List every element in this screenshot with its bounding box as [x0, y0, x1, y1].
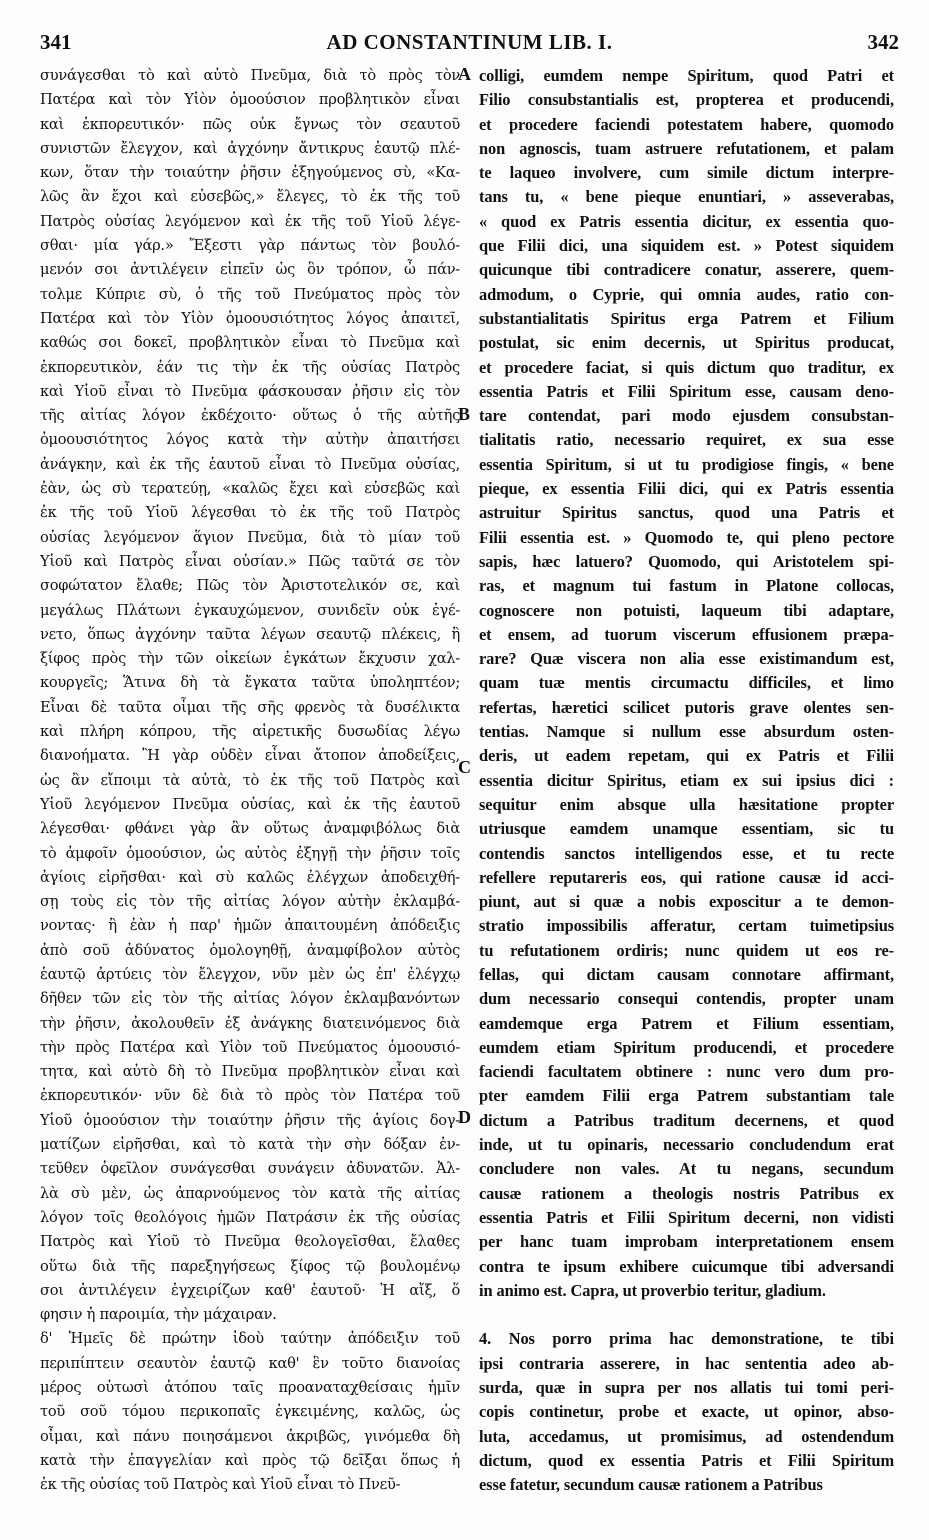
text-line: astruitur Spiritus sanctus, quod una Patris et	[479, 503, 894, 523]
paragraph-gap	[479, 1303, 894, 1327]
text-line: eamdemque erga Patrem et Filium essentiam,	[479, 1013, 894, 1033]
text-line: Πατέρα καὶ τὸν Υἱὸν ὁμοουσιότητος λόγος ἀπαιτεῖ,	[40, 309, 460, 327]
text-line: dum necessario consequi contendis, propter unam	[479, 989, 894, 1009]
text-line: ὁμοουσιότητος λόγος κατὰ τὴν αὐτὴν ἀπαιτήσει	[40, 431, 460, 449]
text-line: pieque, ex essentia Filii dici, qui ex Patris essentia	[479, 479, 894, 499]
text-line: te laqueo involvere, cum simile dictum interpre-	[479, 163, 894, 183]
running-header	[40, 30, 899, 56]
text-line: deris, ut eadem repetam, qui ex Patris et Filii	[479, 746, 894, 766]
text-line: διανοήματα. Ἢ γὰρ οὐδὲν εἶναι ἄτοπον ἀποδείξεις,	[40, 747, 460, 765]
text-line: et ensem, ad tuorum viscerum effusionem præpa-	[479, 624, 894, 644]
text-line: concludere non vales. At tu negans, secundum	[479, 1159, 894, 1179]
text-line: οὐσίας λεγόμενον ἅγιον Πνεῦμα, διὰ τὸ μίαν τοῦ	[40, 528, 460, 546]
text-line: λέγεσθαι· φθάνει γὰρ ἂν οὕτως ἀναμφιβόλως διὰ	[40, 820, 460, 838]
text-line: Πατέρα καὶ τὸν Υἱὸν ὁμοούσιον προβλητικὸν εἶναι	[40, 91, 460, 109]
text-line: copis continetur, probe et exacte, ut opinor, abso-	[479, 1402, 894, 1422]
text-line: σοι ἀντιλέγειν ἐγχειρίζων καθ' ἑαυτοῦ· Ἡ αἴξ, ὅ	[40, 1281, 460, 1299]
text-line: τεῦθεν ὀφεῖλον συνάγεσθαι συνάγειν ἀδυνατῶν. Ἀλ-	[40, 1160, 460, 1178]
text-line: Πατρὸς οὐσίας λεγόμενον καὶ ἐκ τῆς τοῦ Υἱοῦ λέγε-	[40, 212, 460, 230]
text-line: Υἱοῦ καὶ Πατρὸς εἶναι οὐσίαν.» Πῶς ταῦτά σε τὸν	[40, 552, 460, 570]
text-line: οἶμαι, καὶ πάνυ ποιησάμενοι ἀκριβῶς, γινόμεθα δὴ	[40, 1427, 460, 1445]
text-line: Υἱοῦ λεγόμενον Πνεῦμα οὐσίας, καὶ ἐκ τῆς ἑαυτοῦ	[40, 795, 460, 813]
text-line: τητα, καὶ αὐτὸ δὴ τὸ Πνεῦμα προβλητικὸν εἶναι καὶ	[40, 1063, 460, 1081]
text-line: refellere reputareris eos, qui ratione causæ id acci-	[479, 867, 894, 887]
text-line: quicunque tibi contradicere conatur, asserere, quem-	[479, 260, 894, 280]
text-line: non agnoscis, tuam astruere refutationem, et palam	[479, 138, 894, 158]
text-line: in animo est. Capra, ut proverbio teritur, gladium.	[479, 1280, 826, 1300]
text-line: inde, ut tu opinaris, necessario concludendum erat	[479, 1135, 894, 1155]
text-line: ἐκπορευτικόν· νῦν δὲ διὰ τὸ πρὸς τὸν Πατέρα τοῦ	[40, 1087, 460, 1105]
text-line: νετο, ὅπως ἀγχόνην ταῦτα λέγων σεαυτῷ πλέκεις, ἢ	[40, 625, 460, 643]
text-line: ἐκ τῆς οὐσίας τοῦ Πατρὸς καὶ Υἱοῦ εἶναι τὸ Πνεῦ-	[40, 1476, 401, 1494]
text-line: κουργεῖς; Ἅτινα δὴ τὰ ἔγκατα ταῦτα ὑποληπτέον;	[40, 674, 460, 692]
text-line: et procedere faciendi potestatem habere, quomodo	[479, 114, 894, 134]
page-number-left: 341	[40, 30, 72, 54]
text-line: piunt, aut si quæ a nobis exposcitur a te demon-	[479, 892, 894, 912]
text-line: contra te ipsum exhibere cuicumque tibi adversandi	[479, 1256, 894, 1276]
text-line: κων, ὅταν τὴν τοιαύτην ῥῆσιν ἐξηγούμενος σὺ, «Κα-	[40, 164, 460, 182]
text-line: esse fatetur, secundum causæ rationem a Patribus	[479, 1475, 823, 1495]
text-line: μεγάλως Πλάτωνι ἐγκαυχώμενον, συνιδεῖν οὐκ ἐγέ-	[40, 601, 460, 619]
text-line: νοντας· ἢ ἐὰν ἡ παρ' ἡμῶν ἀπαιτουμένη ἀπόδειξις	[40, 917, 460, 935]
text-line: tentias. Namque si nullum esse absurdum osten-	[479, 722, 894, 742]
section-marker-b: B	[458, 404, 471, 424]
text-line: ὡς ἂν εἴποιμι τὰ αὐτὰ, τὸ ἐκ τῆς τοῦ Πατρὸς καὶ	[40, 771, 460, 789]
text-line: sequitur enim absque ulla hæsitatione propter	[479, 794, 894, 814]
text-line: stratio impossibilis afferatur, certam tuimetipsius	[479, 916, 894, 936]
text-line: contendis sanctos intelligendos esse, et tu recte	[479, 843, 894, 863]
text-line: ras, et magnum tui fastum in Platone collocas,	[479, 576, 894, 596]
text-line: Filii essentia est. » Quomodo te, qui pleno pectore	[479, 527, 894, 547]
text-line: συνιστῶν ἔλεγχον, καὶ ἀγχόνην ἄντικρυς ἑαυτῷ πλέ-	[40, 139, 460, 157]
text-line: ἐκ τῆς τοῦ Υἱοῦ λέγεσθαι τὸ ἐκ τῆς τοῦ Πατρὸς	[40, 504, 460, 522]
text-line: pter eamdem Filii erga Patrem substantiam tale	[479, 1086, 894, 1106]
text-line: essentia Spiritum, si ut tu prodigiose fingis, « bene	[479, 454, 894, 474]
text-line: dictum a Patribus traditum decernens, et quod	[479, 1110, 894, 1130]
text-line: λόγον τοῖς θεολόγοις ἡμῶν Πατράσιν ἐκ τῆς οὐσίας	[40, 1208, 460, 1226]
page-number-right: 342	[867, 30, 899, 54]
latin-text-column	[479, 64, 894, 1498]
text-line: δ' Ἡμεῖς δὲ πρώτην ἰδοὺ ταύτην ἀπόδειξιν τοῦ	[40, 1330, 460, 1348]
text-line: sapis, hæc latuero? Quomodo, qui Aristotelem spi-	[479, 551, 894, 571]
text-line: « quod ex Patris essentia dicitur, ex essentia quo-	[479, 211, 894, 231]
text-line: σῃ τοὺς εἰς τὸν τῆς αἰτίας λόγον αὐτὴν ἐκλαμβά-	[40, 893, 460, 911]
text-line: φησιν ἡ παροιμία, τὴν μάχαιραν.	[40, 1306, 277, 1324]
text-line: σοφώτατον ἔλαθε; Πῶς τὸν Ἀριστοτελικόν σε, καὶ	[40, 577, 460, 595]
text-line: tialitatis ratio, necessario requiret, ex sua esse	[479, 430, 894, 450]
text-line: ἐὰν, ὡς σὺ τερατεύῃ, «καλῶς ἔχει καὶ εὐσεβῶς καὶ	[40, 480, 460, 498]
text-line: postulat, sic enim decernis, ut Spiritus producat,	[479, 333, 894, 353]
text-line: Filio consubstantialis est, propterea et producendi,	[479, 90, 894, 110]
text-line: tu refutationem ordiris; nunc quidem ut eos re-	[479, 940, 894, 960]
text-line: refertas, hæretici scilicet putoris grave olentes sen-	[479, 697, 894, 717]
text-line: ἀπὸ σοῦ ἀδύνατος ὁμολογηθῇ, ἀναμφίβολον αὐτὸς	[40, 941, 460, 959]
text-line: περιπίπτειν σεαυτὸν ἑαυτῷ καθ' ἓν τοῦτο διανοίας	[40, 1354, 460, 1372]
text-line: καὶ Υἱοῦ εἶναι τὸ Πνεῦμα φάσκουσαν ῥῆσιν εἰς τὸν	[40, 382, 460, 400]
greek-text-column	[40, 64, 460, 1498]
text-line: luta, accedamus, ut promisimus, ad ostendendum	[479, 1426, 894, 1446]
text-line: ἁγίοις εἰρῆσθαι· καὶ σὺ καλῶς ἐλέγχων ἀποδειχθή-	[40, 868, 460, 886]
text-line: essentia dicitur Spiritus, etiam ex sui ipsius dici :	[479, 770, 894, 790]
text-line: ipsi contraria asserere, in hac sententia adeo ab-	[479, 1353, 894, 1373]
text-line: Υἱοῦ ὁμοούσιον τὴν τοιαύτην ῥῆσιν τῆς ἁγίοις δογ-	[40, 1111, 460, 1129]
text-line: καὶ ἐκπορευτικόν· πῶς οὐκ ἔγνως τὸν σεαυτοῦ	[40, 115, 460, 133]
text-line: eumdem etiam Spiritum producendi, et procedere	[479, 1037, 894, 1057]
text-line: σθαι· μία γάρ.» Ἔξεστι γὰρ πάντως τὸν βουλό-	[40, 237, 460, 255]
text-line: λῶς ἂν ἔχοι καὶ εὐσεβῶς,» ἔλεγες, τὸ ἐκ τῆς τοῦ	[40, 188, 460, 206]
text-line: ἀνάγκην, καὶ ἐκ τῆς ἑαυτοῦ εἶναι τὸ Πνεῦμα οὐσίας,	[40, 455, 460, 473]
section-marker-d: D	[458, 1107, 471, 1127]
text-line: tare contendat, pari modo ejusdem consubstan-	[479, 406, 894, 426]
text-line: causæ rationem a theologis nostris Patribus ex	[479, 1183, 894, 1203]
text-line: 4. Nos porro prima hac demonstratione, te tibi	[479, 1329, 894, 1349]
text-line: τὴν πρὸς Πατέρα καὶ Υἱὸν τοῦ Πνεύματος ὁμοουσιό-	[40, 1038, 460, 1056]
text-line: essentia Patris et Filii Spiritum decerni, non vidisti	[479, 1207, 894, 1227]
text-line: τολμε Κύπριε σὺ, ὁ τῆς τοῦ Πνεύματος πρὸς τὸν	[40, 285, 460, 303]
text-line: cognoscere non potuisti, laqueum tibi adaptare,	[479, 600, 894, 620]
text-line: λὰ σὺ μὲν, ὡς ἀπαρνούμενος τὸν κατὰ τῆς αἰτίας	[40, 1184, 460, 1202]
text-line: que Filii dici, una siquidem est. » Potest siquidem	[479, 236, 894, 256]
text-line: ματίζων εἰρῆσθαι, καὶ τὸ κατὰ τὴν σὴν δόξαν ἐν-	[40, 1136, 460, 1154]
text-line: μενόν σοι ἀντιλέγειν εἰπεῖν ὡς ὃν τρόπον, ὦ πάν-	[40, 261, 460, 279]
text-line: τοῦ σοῦ τόμου περικοπαῖς ἐγκειμένης, καλῶς, ὡς	[40, 1403, 460, 1421]
text-line: ξίφος πρὸς τὴν τῶν οἰκείων ἐγκάτων ἔκχυσιν χαλ-	[40, 650, 460, 668]
text-line: faciendi facultatem obtinere : nunc vero dum pro-	[479, 1062, 894, 1082]
text-line: καὶ πλήρη κόπρου, τῆς αἱρετικῆς δυσωδίας λέγω	[40, 723, 460, 741]
text-line: essentia Patris et Filii Spiritum esse, causam deno-	[479, 381, 894, 401]
text-line: συνάγεσθαι τὸ καὶ αὐτὸ Πνεῦμα, διὰ τὸ πρὸς τὸν	[40, 67, 460, 84]
text-line: ἐκπορευτικὸν, ἐάν τις τὴν ἐκ τῆς οὐσίας Πατρὸς	[40, 358, 460, 376]
text-line: ἑαυτῷ ἀρτύεις τὸν ἔλεγχον, νῦν μὲν ὡς ἐπ' ἐλέγχῳ	[40, 965, 460, 983]
running-title: AD CONSTANTINUM LIB. I.	[326, 30, 613, 54]
text-line: καθώς σοι δοκεῖ, προβλητικὸν εἶναι τὸ Πνεῦμα καὶ	[40, 334, 460, 352]
text-line: quam tuæ mentis circumactu difficiles, et limo	[479, 673, 894, 693]
section-marker-c: C	[458, 757, 471, 777]
text-line: δῆθεν τῶν εἰς τὸν τῆς αἰτίας λόγον ἐκλαμβανόντων	[40, 990, 460, 1008]
text-line: dictum, quod ex essentia Patris et Filii Spiritum	[479, 1450, 894, 1470]
text-line: rare? Quæ viscera non alia esse existimandum est,	[479, 649, 894, 669]
text-line: et procedere faciat, si quis dictum quo traditur, ex	[479, 357, 894, 377]
text-line: surda, quæ in supra per nos allatis tui tomi peri-	[479, 1378, 894, 1398]
text-line: μέρος οὑτωσὶ ἀτόπου ταῖς προαναταχθείσαις ἡμῖν	[40, 1379, 460, 1397]
text-line: admodum, o Cyprie, qui omnia audes, ratio con-	[479, 284, 894, 304]
text-line: τὸ ἀμφοῖν ὁμοούσιον, ὡς αὐτὸς ἐξηγῇ τὴν ῥῆσιν τοῖς	[40, 844, 460, 862]
text-line: per hanc tuam improbam interpretationem ensem	[479, 1232, 894, 1252]
text-line: οὕτω διὰ τῆς παρεξηγήσεως ξίφος τῷ βουλομένῳ	[40, 1257, 460, 1275]
text-line: τῆς αἰτίας λόγον ἐκδέχοιτο· οὕτως ὁ τῆς αὐτῆς	[40, 407, 460, 425]
text-line: Εἶναι δὲ ταῦτα οἶμαι τῆς σῆς φρενὸς τὰ δυσέλικτα	[40, 698, 460, 716]
text-line: τὴν ῥῆσιν, ἀκολουθεῖν ἐξ ἀνάγκης διατεινόμενος διὰ	[40, 1014, 460, 1032]
text-line: utriusque eamdem unamque essentiam, sic tu	[479, 819, 894, 839]
text-line: κατὰ τὴν ἐπαγγελίαν καὶ πρὸς τῷ δεῖξαι ὅπως ἡ	[40, 1451, 460, 1469]
text-line: colligi, eumdem nempe Spiritum, quod Patri et	[479, 66, 894, 85]
section-marker-a: A	[458, 64, 471, 84]
text-line: Πατρὸς καὶ Υἱοῦ τὸ Πνεῦμα θεολογεῖσθαι, ἔλαθες	[40, 1233, 460, 1251]
text-line: fellas, qui dictam causam connotare affirmant,	[479, 964, 894, 984]
text-line: substantialitatis Spiritus erga Patrem et Filium	[479, 308, 894, 328]
text-line: tans tu, « bene pieque enuntiari, » asseverabas,	[479, 187, 894, 207]
